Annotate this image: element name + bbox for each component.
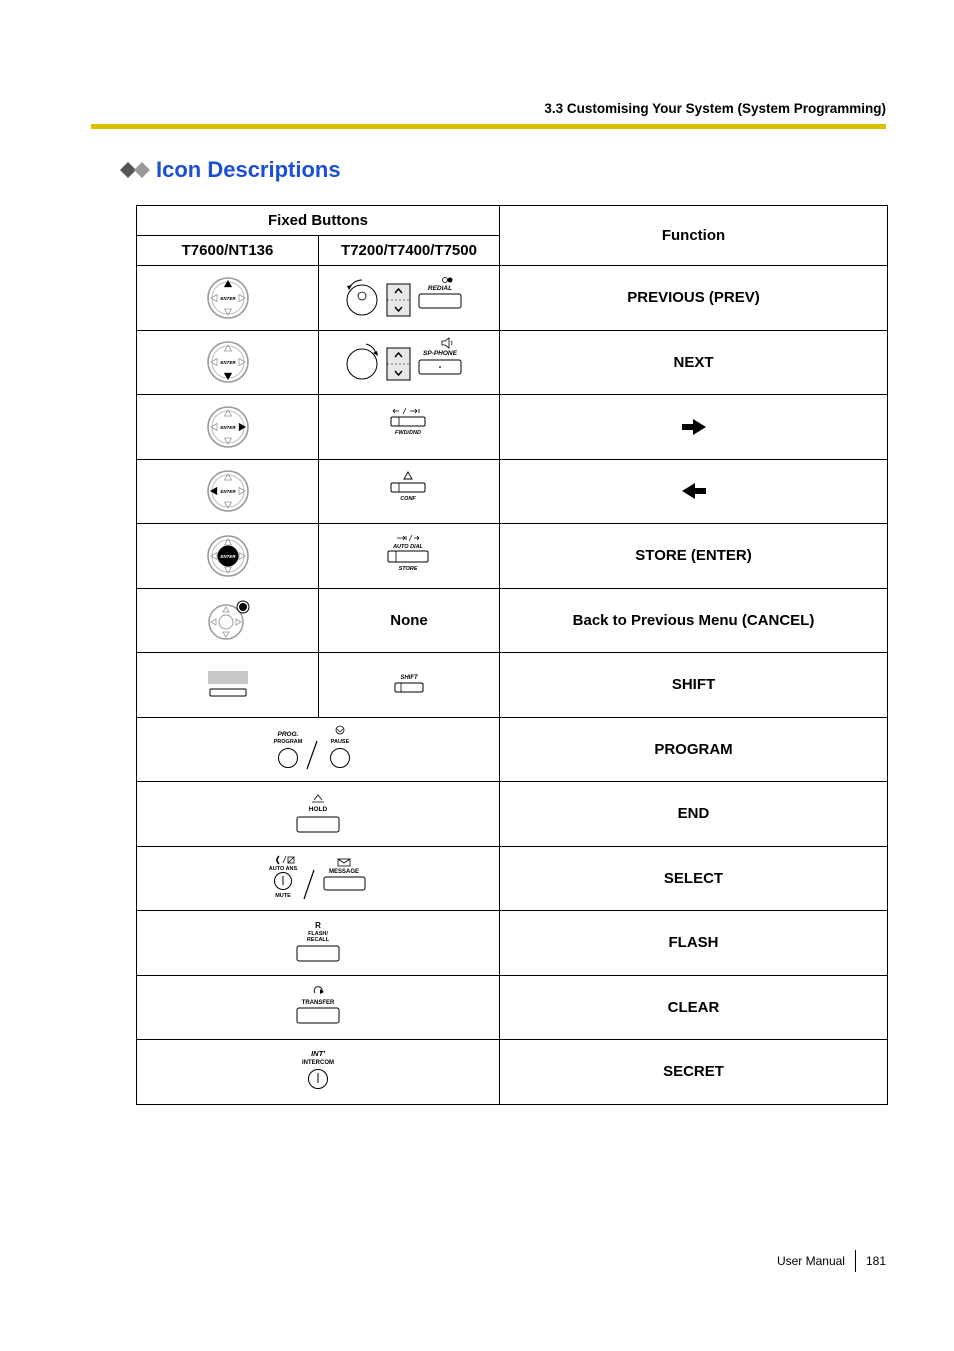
function-cell: [500, 459, 888, 524]
t7600-cell: [137, 266, 319, 331]
svg-text:ENTER: ENTER: [219, 360, 236, 366]
fixed-button-cell: [137, 717, 500, 782]
function-cell: NEXT: [500, 330, 888, 395]
t7600-cell: [137, 459, 319, 524]
function-cell: SHIFT: [500, 653, 888, 718]
page-footer: [777, 1250, 886, 1272]
fwd-dnd-button-icon: [379, 407, 439, 447]
svg-text:INT': INT': [311, 1048, 325, 1058]
function-cell: Back to Previous Menu (CANCEL): [500, 588, 888, 653]
t7200-cell: None: [319, 588, 500, 653]
svg-text:R: R: [315, 920, 321, 930]
table-row: [137, 330, 888, 395]
page-number: 181: [865, 1254, 886, 1268]
conf-button-icon: [379, 471, 439, 511]
function-cell: PROGRAM: [500, 717, 888, 782]
t7600-cell: [137, 588, 319, 653]
auto-dial-store-button-icon: [379, 534, 439, 578]
fixed-button-cell: [137, 1040, 500, 1105]
svg-text:FWD/DND: FWD/DND: [395, 429, 421, 436]
navigator-right-icon: [204, 403, 252, 451]
svg-text:PAUSE: PAUSE: [330, 739, 350, 746]
right-arrow-icon: [681, 419, 707, 435]
navigator-left-icon: [204, 467, 252, 515]
header-rule: [91, 124, 886, 129]
table-row: [137, 524, 888, 589]
t7200-cell: [319, 459, 500, 524]
jog-dial-sp-phone-icon: [344, 338, 474, 386]
t7200-cell: [319, 330, 500, 395]
table-row: [137, 911, 888, 976]
page-title: Icon Descriptions: [156, 157, 341, 182]
fixed-button-cell: [137, 975, 500, 1040]
svg-text:TRANSFER: TRANSFER: [301, 1000, 335, 1007]
table-row: [137, 395, 888, 460]
navigator-enter-icon: [204, 532, 252, 580]
t7200-header: T7200/T7400/T7500: [319, 236, 500, 266]
function-cell: END: [500, 782, 888, 847]
hold-button-icon: [288, 792, 348, 836]
page-title-block: [120, 157, 341, 183]
table-row: [137, 588, 888, 653]
auto-ans-message-button-icon: [263, 852, 373, 904]
svg-text:CONF: CONF: [400, 496, 416, 503]
diamond-bullet-icon: [120, 160, 150, 180]
t7600-header: T7600/NT136: [137, 236, 319, 266]
program-pause-button-icon: [268, 725, 368, 773]
intercom-button-icon: [288, 1047, 348, 1097]
function-cell: CLEAR: [500, 975, 888, 1040]
svg-text:AUTO ANS: AUTO ANS: [268, 866, 298, 873]
svg-text:PROG.: PROG.: [277, 731, 299, 739]
navigator-up-icon: [204, 274, 252, 322]
svg-text:ENTER: ENTER: [219, 553, 236, 559]
t7200-cell: [319, 395, 500, 460]
footer-label: User Manual: [776, 1254, 845, 1268]
function-cell: [500, 395, 888, 460]
footer-separator: [855, 1250, 856, 1272]
function-cell: SECRET: [500, 1040, 888, 1105]
svg-text:ENTER: ENTER: [219, 295, 236, 301]
svg-text:FLASH/: FLASH/: [308, 930, 328, 937]
fixed-buttons-header: Fixed Buttons: [137, 206, 500, 236]
t7600-cell: [137, 395, 319, 460]
navigator-down-icon: [204, 338, 252, 386]
t7200-cell: [319, 653, 500, 718]
icon-table: [136, 205, 888, 1105]
shift-button-icon: [389, 670, 429, 700]
navigator-cancel-icon: [204, 599, 252, 641]
jog-dial-redial-icon: [344, 274, 474, 322]
t7600-cell: [137, 653, 319, 718]
fixed-button-cell: [137, 782, 500, 847]
svg-text:AUTO DIAL: AUTO DIAL: [393, 543, 423, 550]
svg-text:RECALL: RECALL: [306, 936, 330, 943]
table-row: [137, 846, 888, 911]
function-cell: STORE (ENTER): [500, 524, 888, 589]
function-cell: PREVIOUS (PREV): [500, 266, 888, 331]
fixed-button-cell: [137, 911, 500, 976]
table-row: [137, 653, 888, 718]
fixed-button-cell: [137, 846, 500, 911]
svg-text:REDIAL: REDIAL: [427, 284, 453, 292]
svg-text:HOLD: HOLD: [308, 805, 328, 813]
svg-text:STORE: STORE: [398, 565, 418, 572]
svg-text:MUTE: MUTE: [275, 893, 291, 900]
t7200-cell: [319, 266, 500, 331]
svg-text:MESSAGE: MESSAGE: [328, 869, 360, 876]
table-row: [137, 266, 888, 331]
section-header: 3.3 Customising Your System (System Programming): [544, 101, 886, 116]
left-arrow-icon: [681, 483, 707, 499]
t7600-cell: [137, 524, 319, 589]
table-row: [137, 1040, 888, 1105]
svg-text:SP-PHONE: SP-PHONE: [423, 350, 457, 358]
t7200-cell: [319, 524, 500, 589]
function-cell: SELECT: [500, 846, 888, 911]
function-cell: FLASH: [500, 911, 888, 976]
svg-text:ENTER: ENTER: [219, 424, 236, 430]
shift-soft-key-icon: [204, 667, 252, 703]
svg-text:INTERCOM: INTERCOM: [302, 1059, 334, 1066]
svg-text:SHIFT: SHIFT: [400, 674, 418, 681]
table-row: [137, 782, 888, 847]
table-row: [137, 459, 888, 524]
table-row: [137, 717, 888, 782]
t7600-cell: [137, 330, 319, 395]
flash-recall-button-icon: [288, 920, 348, 966]
function-header: Function: [500, 206, 888, 266]
svg-text:ENTER: ENTER: [219, 489, 236, 495]
transfer-button-icon: [288, 985, 348, 1029]
svg-text:PROGRAM: PROGRAM: [273, 739, 303, 746]
table-row: [137, 975, 888, 1040]
